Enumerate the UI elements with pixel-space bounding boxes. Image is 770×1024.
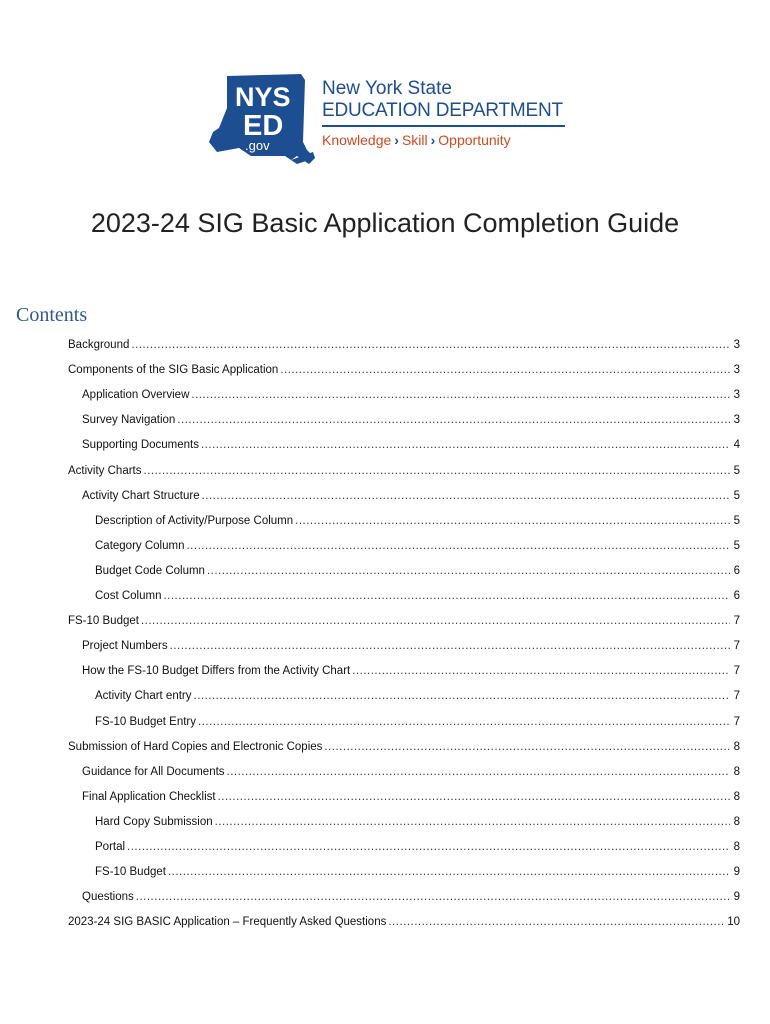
toc-entry[interactable] xyxy=(95,512,740,530)
toc-dot-leader xyxy=(198,713,730,731)
toc-entry-label: Submission of Hard Copies and Electronic Copies xyxy=(68,740,323,753)
toc-entry[interactable] xyxy=(82,411,740,429)
nys-logo-text: NYS xyxy=(235,82,291,112)
toc-entry-label: Budget Code Column xyxy=(95,564,205,577)
toc-entry-label: 2023-24 SIG BASIC Application – Frequently Asked Questions xyxy=(68,916,387,929)
toc-page-number: 8 xyxy=(733,740,740,753)
toc-entry[interactable] xyxy=(95,562,740,580)
toc-entry[interactable] xyxy=(95,687,740,705)
toc-entry[interactable] xyxy=(68,738,740,756)
toc-dot-leader xyxy=(295,512,730,530)
toc-entry[interactable] xyxy=(95,863,740,881)
toc-entry[interactable] xyxy=(82,888,740,906)
toc-dot-leader xyxy=(201,436,730,454)
tagline-word-1: Knowledge xyxy=(322,132,392,148)
toc-dot-leader xyxy=(191,386,730,404)
contents-heading: Contents xyxy=(16,304,88,326)
toc-page-number: 7 xyxy=(733,665,740,678)
toc-page-number: 5 xyxy=(733,464,740,477)
toc-entry[interactable] xyxy=(95,838,740,856)
toc-dot-leader xyxy=(388,913,725,931)
nys-map-emblem xyxy=(205,72,317,172)
toc-entry-label: Portal xyxy=(95,841,126,853)
toc-entry[interactable] xyxy=(82,436,740,454)
chevron-right-icon: › xyxy=(394,132,399,148)
toc-dot-leader xyxy=(170,637,730,655)
toc-dot-leader xyxy=(186,537,730,555)
toc-dot-leader xyxy=(144,462,731,480)
toc-entry-label: Cost Column xyxy=(95,590,162,602)
toc-entry[interactable] xyxy=(95,813,740,831)
toc-entry-label: Final Application Checklist xyxy=(82,790,216,803)
toc-entry[interactable] xyxy=(68,462,740,480)
toc-dot-leader xyxy=(163,587,730,605)
toc-page-number: 10 xyxy=(727,916,740,929)
toc-entry-label: Supporting Documents xyxy=(82,439,199,452)
toc-entry-label: Category Column xyxy=(95,539,185,552)
org-name-line1: New York State xyxy=(322,78,452,99)
toc-entry-label: Components of the SIG Basic Application xyxy=(68,364,279,377)
toc-page-number: 5 xyxy=(733,514,740,527)
toc-dot-leader xyxy=(168,863,730,881)
toc-entry-label: How the FS-10 Budget Differs from the Activity Chart xyxy=(82,665,351,678)
nysed-logo xyxy=(205,72,575,172)
toc-page-number: 7 xyxy=(733,690,740,703)
toc-page-number: 8 xyxy=(733,841,740,853)
toc-page-number: 7 xyxy=(733,715,740,728)
toc-page-number: 6 xyxy=(733,564,740,577)
toc-entry-label: FS-10 Budget Entry xyxy=(95,715,196,728)
toc-dot-leader xyxy=(207,562,730,580)
toc-page-number: 6 xyxy=(733,590,740,602)
toc-dot-leader xyxy=(215,813,730,831)
toc-entry[interactable] xyxy=(95,537,740,555)
toc-page-number: 3 xyxy=(733,364,740,377)
toc-entry[interactable] xyxy=(68,913,740,931)
toc-page-number: 5 xyxy=(733,489,740,502)
document-title: 2023-24 SIG Basic Application Completion Guide xyxy=(90,208,680,238)
toc-entry-label: Activity Charts xyxy=(68,464,142,477)
toc-entry-label: Questions xyxy=(82,891,134,904)
toc-page-number: 8 xyxy=(733,815,740,828)
toc-page-number: 3 xyxy=(733,339,740,351)
toc-entry[interactable] xyxy=(82,637,740,655)
toc-dot-leader xyxy=(324,738,730,756)
gov-logo-text: .gov xyxy=(245,138,270,153)
toc-page-number: 8 xyxy=(733,765,740,778)
tagline-word-2: Skill xyxy=(401,132,428,148)
toc-entry[interactable] xyxy=(68,336,740,354)
toc-entry[interactable] xyxy=(95,587,740,605)
toc-entry-label: Project Numbers xyxy=(82,640,168,653)
org-name-line2: EDUCATION DEPARTMENT xyxy=(322,100,563,121)
tagline-word-3: Opportunity xyxy=(438,132,511,148)
toc-entry[interactable] xyxy=(68,612,740,630)
toc-entry-label: FS-10 Budget xyxy=(68,615,139,628)
toc-page-number: 3 xyxy=(733,389,740,402)
toc-entry[interactable] xyxy=(82,386,740,404)
toc-page-number: 4 xyxy=(733,439,740,452)
toc-entry-label: Application Overview xyxy=(82,389,190,402)
toc-entry-label: Survey Navigation xyxy=(82,414,176,427)
toc-entry-label: Background xyxy=(68,339,130,351)
toc-entry[interactable] xyxy=(82,662,740,680)
toc-dot-leader xyxy=(227,763,730,781)
toc-entry-label: Guidance for All Documents xyxy=(82,765,225,778)
toc-page-number: 8 xyxy=(733,790,740,803)
toc-page-number: 7 xyxy=(733,615,740,628)
ed-logo-text: ED xyxy=(243,110,284,142)
toc-dot-leader xyxy=(352,662,730,680)
toc-dot-leader xyxy=(280,361,730,379)
toc-entry[interactable] xyxy=(68,361,740,379)
toc-entry[interactable] xyxy=(82,788,740,806)
toc-entry-label: Activity Chart entry xyxy=(95,690,192,703)
toc-page-number: 3 xyxy=(733,414,740,427)
chevron-right-icon: › xyxy=(430,132,436,148)
toc-dot-leader xyxy=(218,788,730,806)
toc-page-number: 7 xyxy=(733,640,740,653)
toc-dot-leader xyxy=(202,487,730,505)
toc-entry-label: Description of Activity/Purpose Column xyxy=(95,514,294,527)
toc-dot-leader xyxy=(177,411,730,429)
toc-entry-label: Activity Chart Structure xyxy=(82,489,200,502)
toc-page-number: 9 xyxy=(733,891,740,904)
toc-dot-leader xyxy=(141,612,730,630)
toc-page-number: 9 xyxy=(733,866,740,879)
toc-dot-leader xyxy=(136,888,730,906)
toc-dot-leader xyxy=(127,838,730,856)
tagline xyxy=(322,131,572,149)
toc-dot-leader xyxy=(194,687,731,705)
toc-dot-leader xyxy=(131,336,730,354)
toc-entry[interactable] xyxy=(95,713,740,731)
toc-page-number: 5 xyxy=(733,539,740,552)
toc-entry[interactable] xyxy=(82,763,740,781)
org-name-block xyxy=(322,78,572,149)
toc-entry-label: Hard Copy Submission xyxy=(95,815,213,828)
toc-entry[interactable] xyxy=(82,487,740,505)
toc-entry-label: FS-10 Budget xyxy=(95,866,166,879)
org-divider xyxy=(322,125,565,127)
